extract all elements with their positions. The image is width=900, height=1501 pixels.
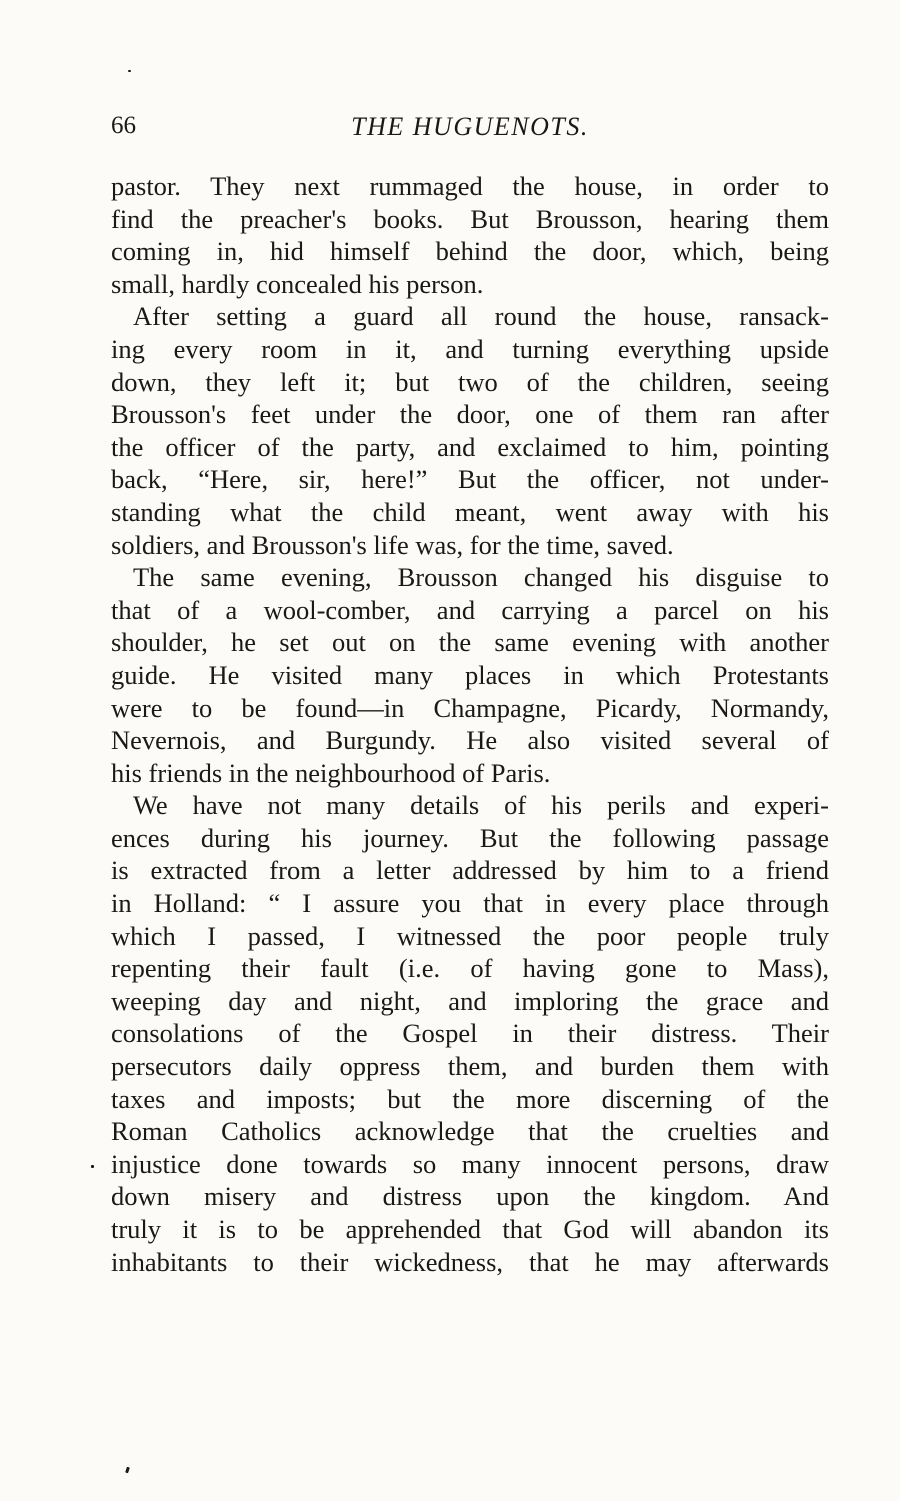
ink-speck-margin	[91, 1165, 94, 1168]
text-line: weeping day and night, and imploring the grace and	[111, 985, 829, 1016]
text-line: were to be found—in Champagne, Picardy, Normandy,	[111, 692, 829, 723]
text-line: After setting a guard all round the house, ransack-	[133, 301, 829, 332]
text-line: guide. He visited many places in which Protestants	[111, 659, 829, 690]
ink-speck-top	[128, 70, 131, 72]
text-line: injustice done towards so many innocent persons, draw	[111, 1148, 829, 1179]
text-line: Roman Catholics acknowledge that the cruelties and	[111, 1116, 829, 1147]
body-text	[111, 170, 829, 1278]
text-line: Nevernois, and Burgundy. He also visited several of	[111, 725, 829, 756]
text-line: that of a wool-comber, and carrying a parcel on his	[111, 594, 829, 625]
text-line: ences during his journey. But the following passage	[111, 822, 829, 853]
text-line: standing what the child meant, went away with his	[111, 496, 829, 527]
running-title: THE HUGUENOTS.	[351, 112, 589, 141]
text-line: ing every room in it, and turning everything upside	[111, 333, 829, 364]
text-line: small, hardly concealed his person.	[111, 268, 484, 299]
text-line: repenting their fault (i.e. of having gone to Mass),	[111, 953, 829, 984]
text-line: inhabitants to their wickedness, that he may afterwards	[111, 1246, 829, 1277]
text-line: persecutors daily oppress them, and burden them with	[111, 1051, 829, 1082]
text-line: The same evening, Brousson changed his disguise to	[133, 562, 829, 593]
text-line: shoulder, he set out on the same evening with another	[111, 627, 829, 658]
text-line: Brousson's feet under the door, one of them ran after	[111, 399, 829, 430]
text-line: We have not many details of his perils and experi-	[133, 790, 829, 821]
text-line: back, “Here, sir, here!” But the officer, not under-	[111, 464, 829, 495]
text-line: coming in, hid himself behind the door, which, being	[111, 236, 829, 267]
text-line: truly it is to be apprehended that God will abandon its	[111, 1214, 829, 1244]
text-line: the officer of the party, and exclaimed to him, pointing	[111, 431, 829, 462]
text-line: down, they left it; but two of the children, seeing	[111, 366, 829, 397]
text-line: his friends in the neighbourhood of Paris.	[111, 757, 551, 788]
text-line: taxes and imposts; but the more discerning of the	[111, 1083, 829, 1114]
text-line: find the preacher's books. But Brousson, hearing them	[111, 203, 829, 234]
text-line: consolations of the Gospel in their distress. Their	[111, 1018, 829, 1049]
text-line: soldiers, and Brousson's life was, for the time, saved.	[111, 529, 674, 560]
text-line: which I passed, I witnessed the poor people truly	[111, 920, 829, 951]
text-line: pastor. They next rummaged the house, in order to	[111, 171, 829, 201]
text-line: in Holland: “ I assure you that in every place through	[111, 888, 829, 919]
text-line: down misery and distress upon the kingdom. And	[111, 1181, 829, 1212]
ink-speck-bottom	[125, 1467, 130, 1474]
page-header	[111, 112, 829, 148]
text-line: is extracted from a letter addressed by him to a friend	[111, 855, 829, 886]
page-number: 66	[111, 112, 136, 139]
